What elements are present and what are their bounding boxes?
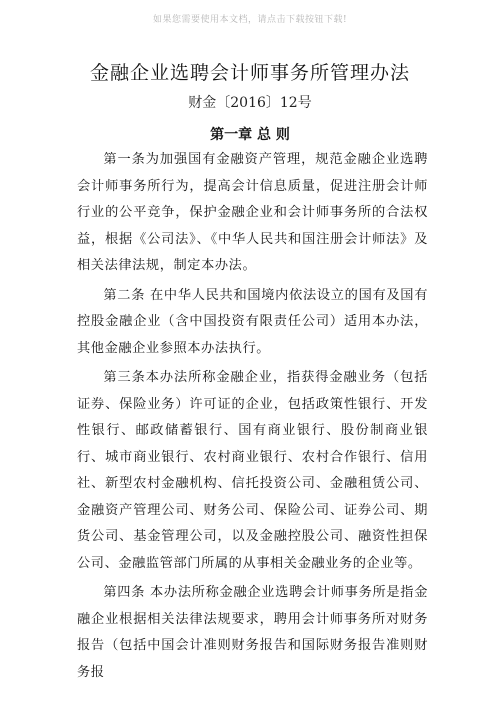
article-1: 第一条为加强国有金融资产管理，规范金融企业选聘会计师事务所行为，提高会计信息质量，促进注册会计师行业的公平竞争，保护金融企业和会计师事务所的合法权益，根据《公司法》、《中华人民共和国注册会计师法》及相关法律法规，制定本办法。 xyxy=(77,152,428,273)
article-3: 第三条本办法所称金融企业，指获得金融业务（包括证券、保险业务）许可证的企业，包括政策性银行、开发性银行、邮政储蓄银行、国有商业银行、股份制商业银行、城市商业银行、农村商业银行、农村合作银行、信用社、新型农村金融机构、信托投资公司、金融租赁公司、金融资产管理公司、财务公司、保险公司、证券公司、期货公司、基金管理公司，以及金融控股公司、融资性担保公司、金融监管部门所属的从事相关金融业务的企业等。 xyxy=(77,370,428,571)
document-title: 金融企业选聘会计师事务所管理办法 xyxy=(89,62,410,84)
chapter-heading: 第一章 总 则 xyxy=(210,127,290,143)
article-2: 第二条 在中华人民共和国境内依法设立的国有及国有控股金融企业（含中国投资有限责任公司）适用本办法，其他金融企业参照本办法执行。 xyxy=(77,287,428,356)
document-number: 财金〔2016〕12号 xyxy=(188,95,312,111)
document-body xyxy=(77,147,428,689)
article-4: 第四条 本办法所称金融企业选聘会计师事务所是指金融企业根据相关法律法规要求，聘用会计师事务所对财务报告（包括中国会计准则财务报告和国际财务报告准则财务报 xyxy=(77,585,428,680)
download-watermark: 如果您需要使用本文档，请点击下载按钮下载! xyxy=(152,15,348,25)
